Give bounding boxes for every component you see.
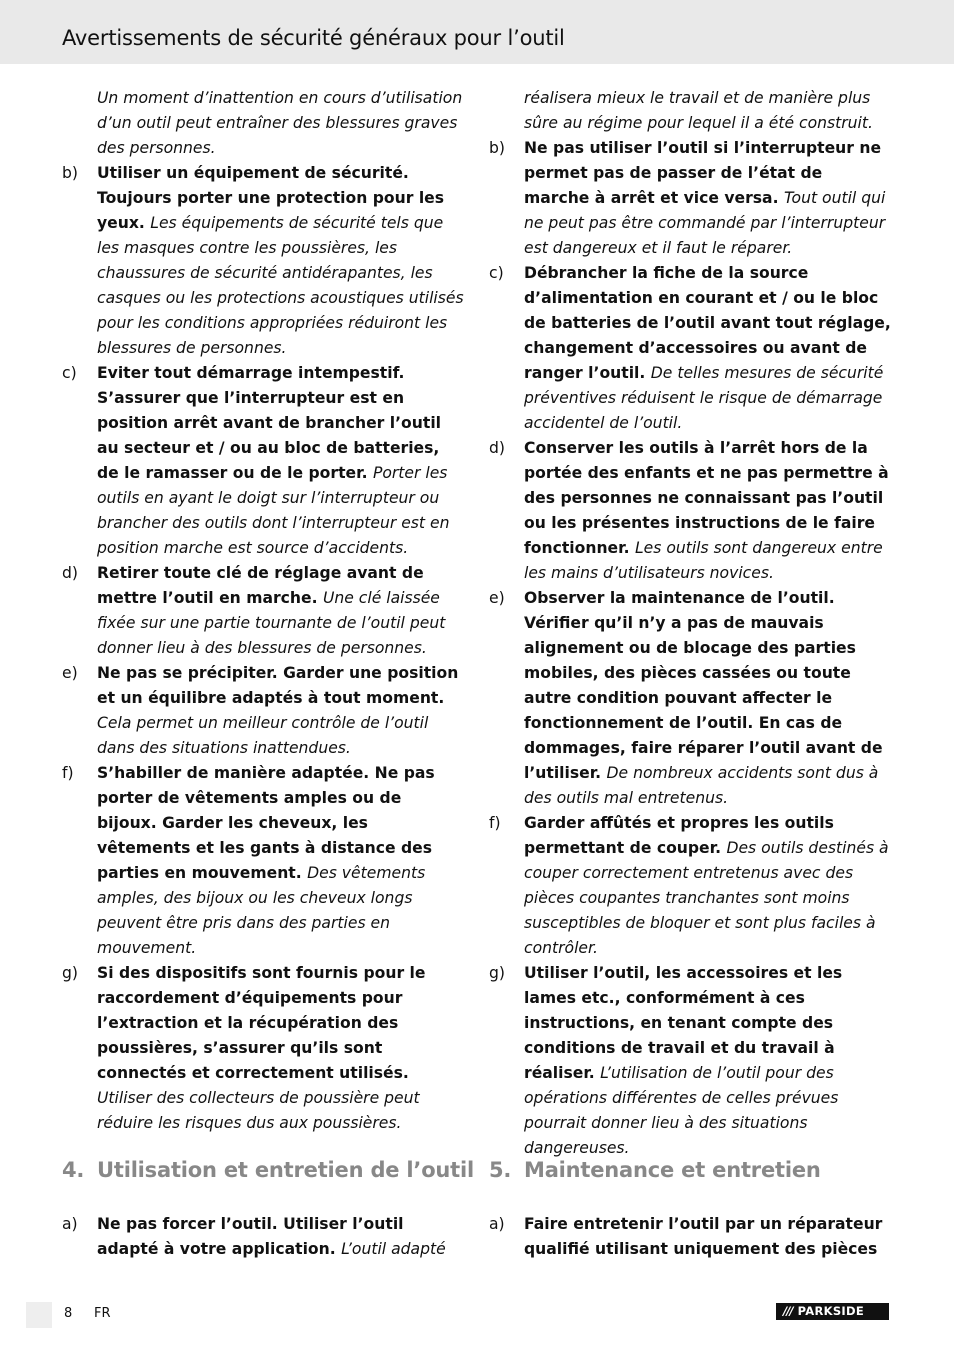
item-explanation: De nombreux accidents sont dus à des outils mal entretenus. <box>524 764 879 807</box>
list-item-g <box>62 961 464 1136</box>
list-item-f <box>62 761 464 961</box>
list-item-e <box>489 586 891 811</box>
language-code: FR <box>94 1306 111 1321</box>
item-explanation: Les outils sont dangereux entre les mains d’utilisateurs novices. <box>524 539 883 582</box>
item-explanation: Utiliser des collecteurs de poussière peut réduire les risques dus aux poussières. <box>97 1089 420 1132</box>
item-letter: c) <box>489 264 504 282</box>
list-item-e <box>62 661 464 761</box>
item-instruction: Eviter tout démarrage intempestif. S’assurer que l’interrupteur est en position arrêt avant de brancher l’outil au secteur et / ou au bloc de batteries, de le ramasser ou de le porter. <box>97 364 442 482</box>
item-letter: e) <box>62 664 78 682</box>
item-letter: g) <box>62 964 78 982</box>
item-instruction: Garder affûtés et propres les outils permettant de couper. <box>524 814 834 857</box>
header-band <box>0 0 954 64</box>
section-5-body <box>489 1212 891 1262</box>
item-instruction: S’habiller de manière adaptée. Ne pas porter de vêtements amples ou de bijoux. Garder les cheveux, les vêtements et les gants à distance des parties en mouvement. <box>97 764 435 882</box>
item-letter: a) <box>62 1215 78 1233</box>
item-instruction: Ne pas utiliser l’outil si l’interrupteur ne permet pas de passer de l’état de marche à arrêt et vice versa. <box>524 139 882 207</box>
item-instruction: Si des dispositifs sont fournis pour le raccordement d’équipements pour l’extraction et la récupération des poussières, s’assurer qu’ils sont connectés et correctement utilisés. <box>97 964 426 1082</box>
section-4-body <box>62 1212 464 1262</box>
item-explanation: Les équipements de sécurité tels que les masques contre les poussières, les chaussures de sécurité antidérapantes, les casques ou les protections acoustiques utilisés pour les conditions appropriées réduiront les blessures de personnes. <box>97 214 464 357</box>
item-letter: c) <box>62 364 77 382</box>
item-instruction: Observer la maintenance de l’outil. Vérifier qu’il n’y a pas de mauvais alignement ou de blocage des parties mobiles, des pièces cassées ou toute autre condition pouvant affecter le fonctionnement de l’outil. En cas de dommages, faire réparer l’outil avant de l’utiliser. <box>524 589 883 782</box>
item-instruction: Utiliser l’outil, les accessoires et les lames etc., conformément à ces instructions, en tenant compte des conditions de travail et du travail à réaliser. <box>524 964 843 1082</box>
logo-stripes-icon: /// <box>783 1304 793 1318</box>
item-letter: g) <box>489 964 505 982</box>
item-letter: d) <box>489 439 505 457</box>
section-number: 5. <box>489 1158 512 1182</box>
left-column <box>62 86 464 1136</box>
lead-paragraph: Un moment d’inattention en cours d’utilisation d’un outil peut entraîner des blessures graves des personnes. <box>97 89 463 157</box>
item-explanation: Des outils destinés à couper correctement entretenus avec des pièces coupantes tranchantes sont moins susceptibles de bloquer et sont plus faciles à contrôler. <box>524 839 889 957</box>
item-letter: b) <box>62 164 78 182</box>
item-letter: f) <box>62 764 74 782</box>
item-explanation: De telles mesures de sécurité préventives réduisent le risque de démarrage accidentel de l’outil. <box>524 364 884 432</box>
list-item-b <box>62 161 464 361</box>
parkside-logo <box>776 1303 889 1320</box>
footer-marker <box>26 1302 52 1328</box>
item-letter: b) <box>489 139 505 157</box>
brand-name: PARKSIDE <box>797 1304 865 1318</box>
item-instruction: Conserver les outils à l’arrêt hors de la portée des enfants et ne pas permettre à des personnes ne connaissant pas l’outil ou les présentes instructions de le faire fonctionner. <box>524 439 889 557</box>
lead-paragraph: réalisera mieux le travail et de manière plus sûre au régime pour lequel il a été construit. <box>524 89 873 132</box>
item-letter: d) <box>62 564 78 582</box>
list-item-c <box>489 261 891 436</box>
item-letter: f) <box>489 814 501 832</box>
item-instruction: Débrancher la fiche de la source d’alimentation en courant et / ou le bloc de batteries de l’outil avant tout réglage, changement d’accessoires ou avant de ranger l’outil. <box>524 264 891 382</box>
item-instruction: Ne pas se précipiter. Garder une position et un équilibre adaptés à tout moment. <box>97 664 459 707</box>
page-number: 8 <box>64 1306 73 1321</box>
list-item-a <box>62 1212 464 1262</box>
section-number: 4. <box>62 1158 85 1182</box>
list-item-d <box>62 561 464 661</box>
list-item-b <box>489 136 891 261</box>
item-instruction: Retirer toute clé de réglage avant de mettre l’outil en marche. <box>97 564 424 607</box>
page-title: Avertissements de sécurité généraux pour l’outil <box>62 26 565 50</box>
list-item-c <box>62 361 464 561</box>
section-heading-4 <box>62 1158 474 1182</box>
list-item-g <box>489 961 891 1161</box>
list-item-a <box>489 1212 891 1262</box>
item-explanation: Des vêtements amples, des bijoux ou les cheveux longs peuvent être pris dans des parties en mouvement. <box>97 864 426 957</box>
item-explanation: Porter les outils en ayant le doigt sur l’interrupteur ou brancher des outils dont l’interrupteur est en position marche est source d’accidents. <box>97 464 450 557</box>
right-column <box>489 86 891 1161</box>
section-title: Utilisation et entretien de l’outil <box>97 1158 475 1182</box>
list-item-f <box>489 811 891 961</box>
item-explanation: Une clé laissée fixée sur une partie tournante de l’outil peut donner lieu à des blessures de personnes. <box>97 589 446 657</box>
item-letter: e) <box>489 589 505 607</box>
item-instruction: Ne pas forcer l’outil. Utiliser l’outil adapté à votre application. <box>97 1215 404 1258</box>
list-item-d <box>489 436 891 586</box>
item-letter: a) <box>489 1215 505 1233</box>
item-explanation: Cela permet un meilleur contrôle de l’outil dans des situations inattendues. <box>97 714 429 757</box>
item-explanation: Tout outil qui ne peut pas être commandé par l’interrupteur est dangereux et il faut le réparer. <box>524 189 886 257</box>
item-instruction: Faire entretenir l’outil par un réparateur qualifié utilisant uniquement des pièces <box>524 1215 883 1258</box>
item-explanation: L’outil adapté <box>341 1240 446 1258</box>
item-explanation: L’utilisation de l’outil pour des opérations différentes de celles prévues pourrait donner lieu à des situations dangereuses. <box>524 1064 839 1157</box>
section-heading-5 <box>489 1158 821 1182</box>
item-instruction: Utiliser un équipement de sécurité. Toujours porter une protection pour les yeux. <box>97 164 445 232</box>
section-title: Maintenance et entretien <box>524 1158 821 1182</box>
